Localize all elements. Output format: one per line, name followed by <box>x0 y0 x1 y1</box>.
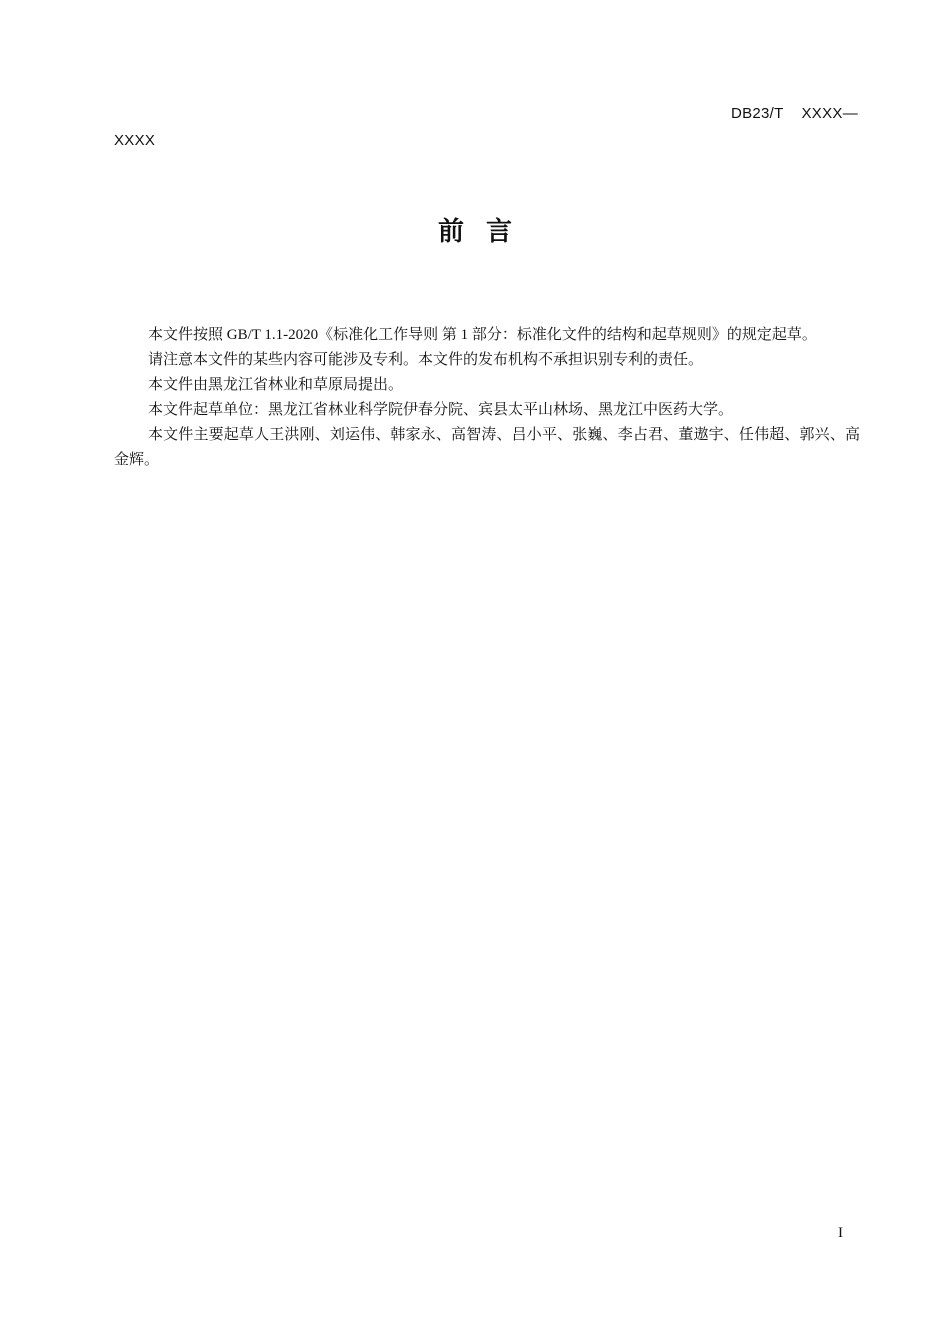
paragraph-patent-notice: 请注意本文件的某些内容可能涉及专利。本文件的发布机构不承担识别专利的责任。 <box>148 352 704 368</box>
page-number: I <box>838 1225 843 1241</box>
paragraph-proposer: 本文件由黑龙江省林业和草原局提出。 <box>148 377 404 393</box>
paragraph-drafting-units: 本文件起草单位：黑龙江省林业科学院伊春分院、宾县太平山林场、黑龙江中医药大学。 <box>148 402 734 418</box>
document-code-line2: XXXX <box>114 132 156 149</box>
paragraph-drafting-rules: 本文件按照 GB/T 1.1-2020《标准化工作导则 第 1 部分：标准化文件的结构和起草规则》的规定起草。 <box>148 327 817 343</box>
paragraph-drafters: 本文件主要起草人王洪刚、刘运伟、韩家永、高智涛、吕小平、张巍、李占君、董遨宇、任伟超、郭兴、高金辉。 <box>114 427 860 468</box>
page-title: 前言 <box>437 217 534 247</box>
document-code <box>114 100 858 154</box>
foreword-body <box>114 323 860 473</box>
document-code-line1: DB23/T XXXX— <box>730 105 858 122</box>
